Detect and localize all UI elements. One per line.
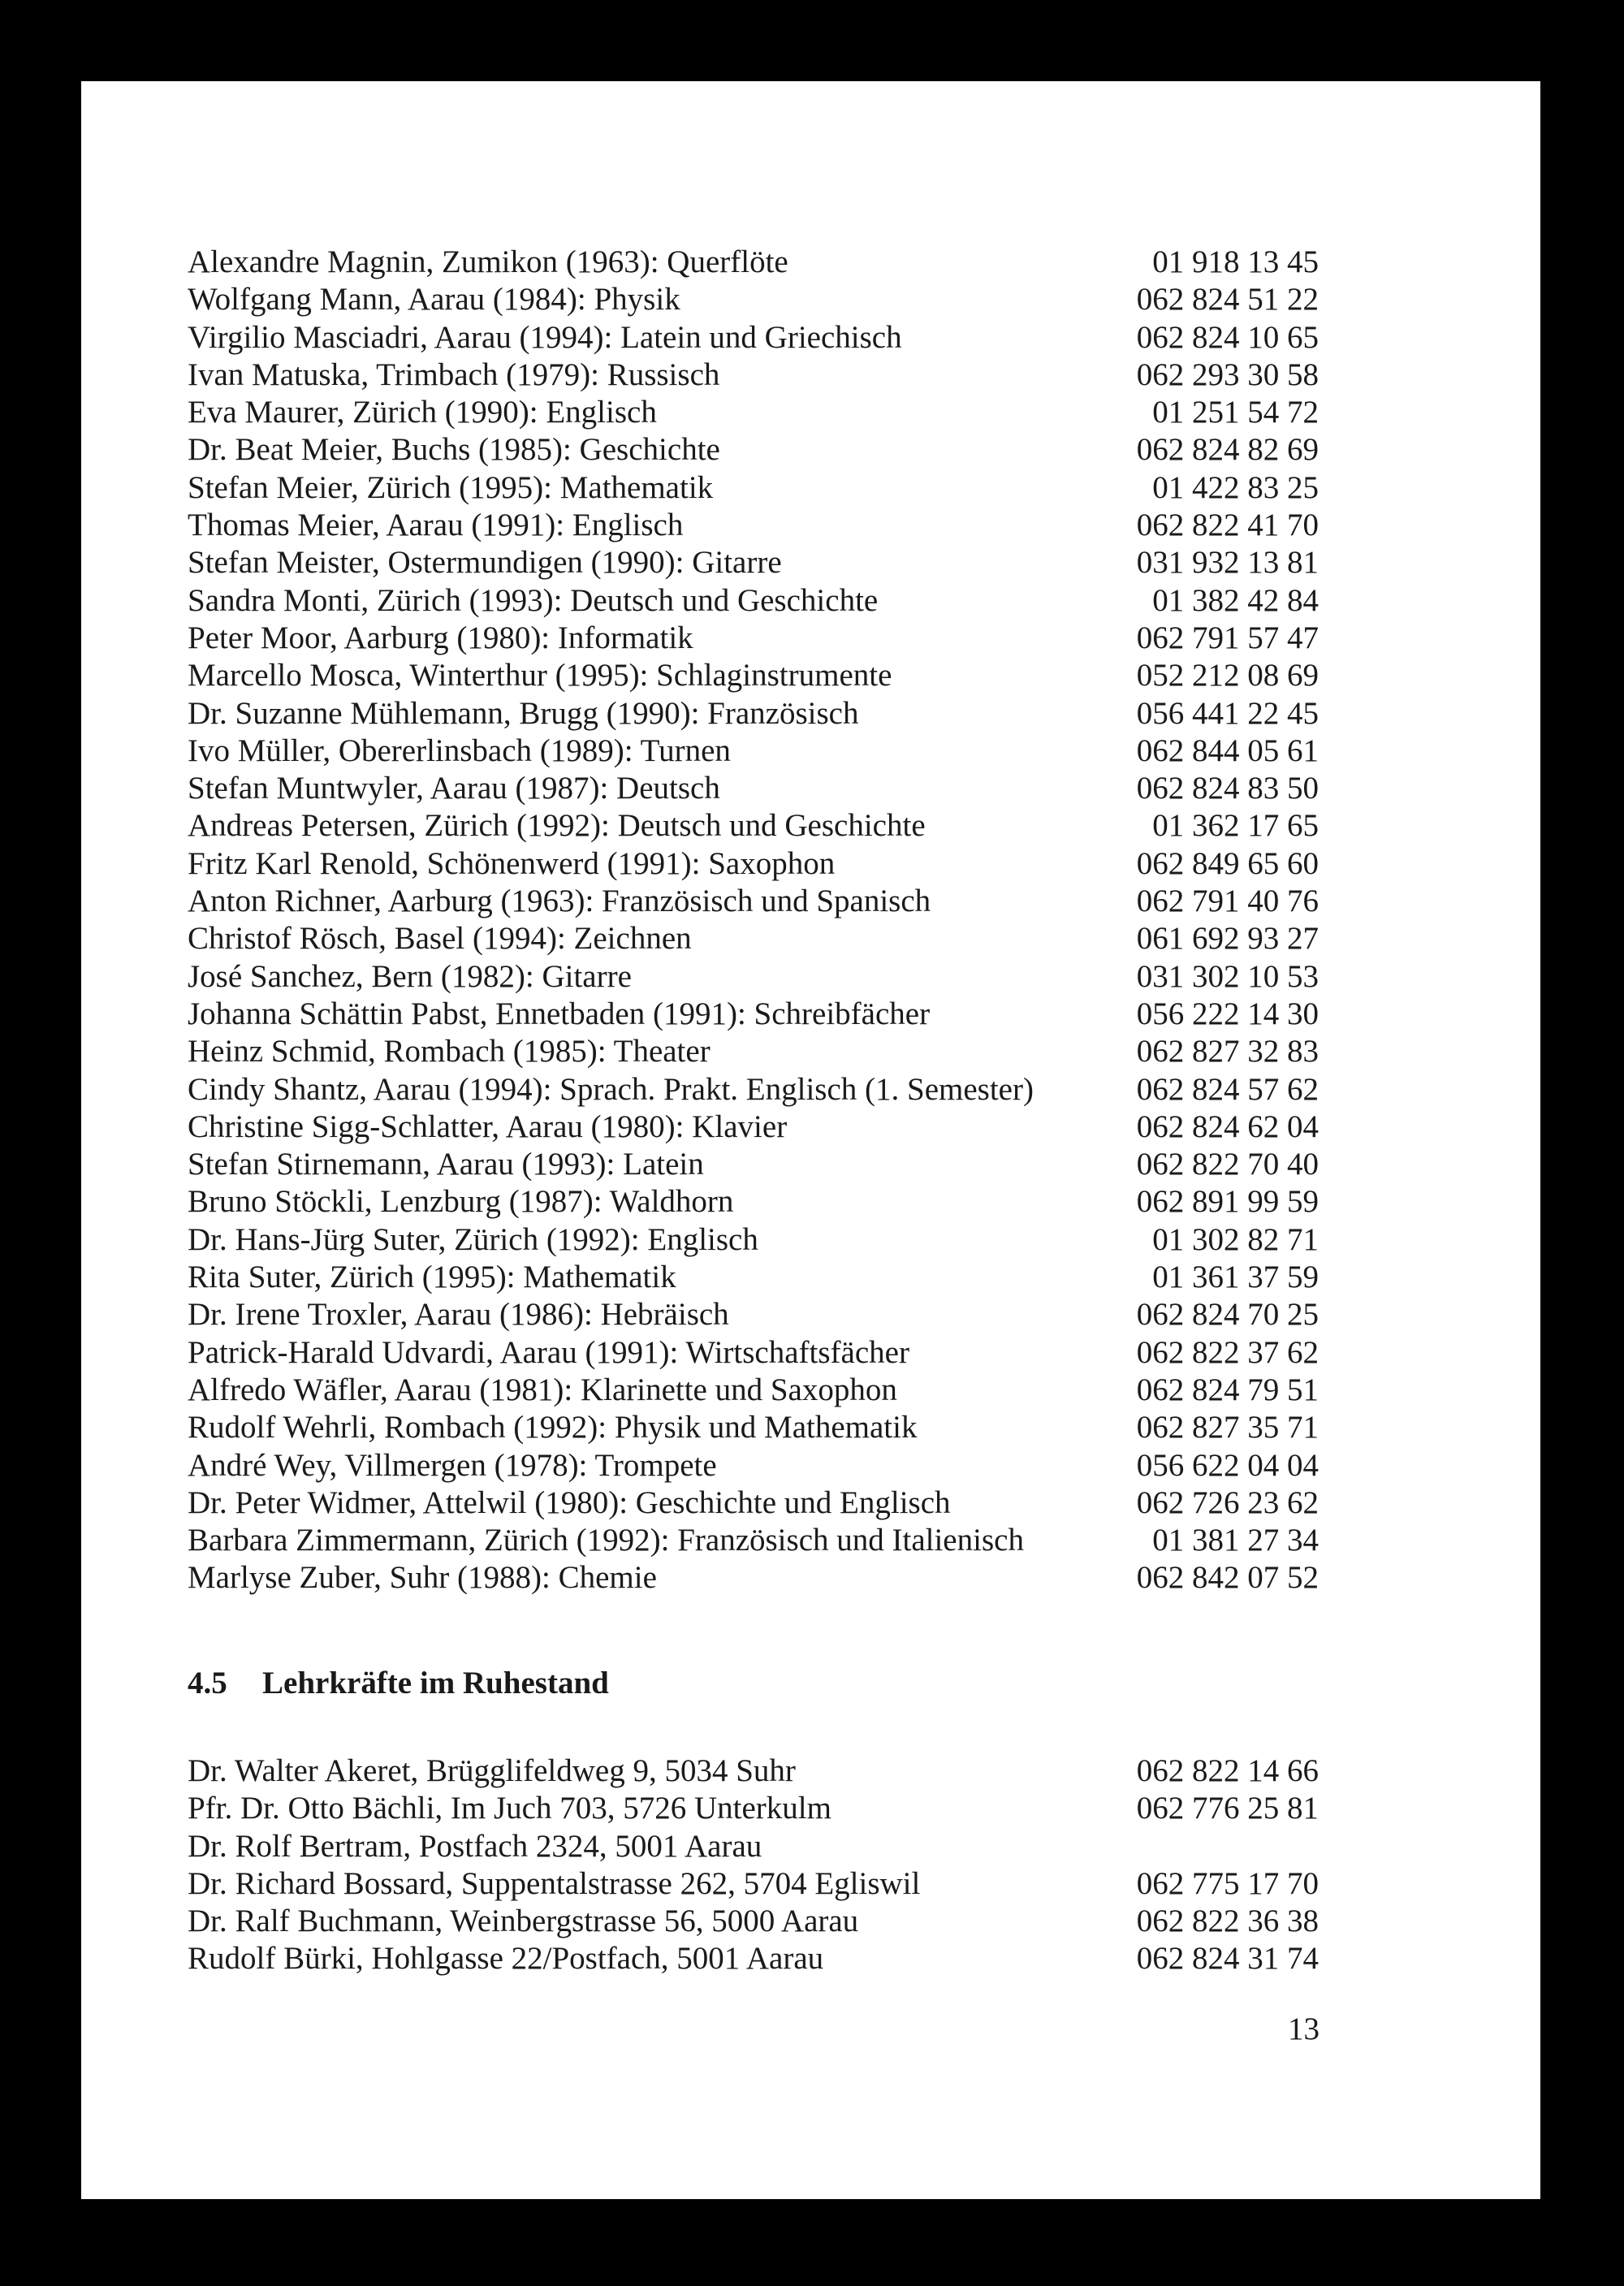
entry-name: Dr. Irene Troxler, Aarau (1986): Hebräisch <box>188 1297 729 1333</box>
list-item <box>188 1409 1319 1446</box>
list-item <box>188 1484 1319 1522</box>
entry-phone: 062 776 25 81 <box>1136 1791 1319 1826</box>
list-item <box>188 1108 1319 1146</box>
list-item <box>188 657 1319 694</box>
section-title: Lehrkräfte im Ruhestand <box>262 1666 609 1700</box>
entry-phone: 062 824 31 74 <box>1136 1941 1319 1977</box>
list-item <box>188 1559 1319 1597</box>
list-item <box>188 1334 1319 1372</box>
entry-name: Ivan Matuska, Trimbach (1979): Russisch <box>188 357 720 392</box>
entry-name: Anton Richner, Aarburg (1963): Französisch und Spanisch <box>188 884 931 919</box>
entry-name: Rudolf Wehrli, Rombach (1992): Physik und Mathematik <box>188 1410 918 1445</box>
entry-name: Marlyse Zuber, Suhr (1988): Chemie <box>188 1560 657 1596</box>
list-item <box>188 507 1319 544</box>
entry-name: Christine Sigg-Schlatter, Aarau (1980): Klavier <box>188 1108 788 1144</box>
list-item <box>188 845 1319 883</box>
list-item <box>188 394 1319 431</box>
entry-phone: 056 622 04 04 <box>1136 1447 1319 1483</box>
entry-phone: 062 824 79 51 <box>1136 1372 1319 1407</box>
list-item <box>188 281 1319 318</box>
entry-name: Stefan Muntwyler, Aarau (1987): Deutsch <box>188 771 720 806</box>
list-item <box>188 1447 1319 1484</box>
entry-phone: 062 849 65 60 <box>1136 845 1319 881</box>
entry-phone: 01 422 83 25 <box>1152 469 1319 505</box>
entry-name: Rita Suter, Zürich (1995): Mathematik <box>188 1260 676 1295</box>
entry-name: André Wey, Villmergen (1978): Trompete <box>188 1447 717 1483</box>
entry-name: Peter Moor, Aarburg (1980): Informatik <box>188 620 693 655</box>
entry-phone: 062 822 37 62 <box>1136 1334 1319 1370</box>
entry-phone: 062 842 07 52 <box>1136 1560 1319 1596</box>
entry-name: Dr. Walter Akeret, Brügglifeldweg 9, 5034 Suhr <box>188 1753 796 1788</box>
entry-name: Andreas Petersen, Zürich (1992): Deutsch und Geschichte <box>188 808 926 844</box>
entry-phone: 062 824 10 65 <box>1136 319 1319 355</box>
entry-phone: 062 726 23 62 <box>1136 1484 1319 1520</box>
entry-phone: 062 822 36 38 <box>1136 1904 1319 1939</box>
entry-phone: 062 844 05 61 <box>1136 732 1319 768</box>
list-item <box>188 620 1319 657</box>
entry-name: Thomas Meier, Aarau (1991): Englisch <box>188 508 684 543</box>
entry-phone: 062 824 82 69 <box>1136 432 1319 468</box>
entry-name: Eva Maurer, Zürich (1990): Englisch <box>188 395 657 430</box>
entry-name: Johanna Schättin Pabst, Ennetbaden (1991): Schreibfächer <box>188 996 931 1031</box>
entry-name: Dr. Richard Bossard, Suppentalstrasse 262, 5704 Egliswil <box>188 1865 921 1901</box>
entry-name: Dr. Hans-Jürg Suter, Zürich (1992): Englisch <box>188 1221 758 1257</box>
list-item <box>188 1522 1319 1559</box>
entry-phone: 062 824 62 04 <box>1136 1108 1319 1144</box>
entry-name: Fritz Karl Renold, Schönenwerd (1991): Saxophon <box>188 845 836 881</box>
entry-phone: 062 822 14 66 <box>1136 1753 1319 1788</box>
entry-phone: 031 932 13 81 <box>1136 545 1319 581</box>
entry-name: Heinz Schmid, Rombach (1985): Theater <box>188 1034 710 1070</box>
list-item <box>188 1221 1319 1259</box>
entry-name: Christof Rösch, Basel (1994): Zeichnen <box>188 921 692 957</box>
entry-phone: 062 824 51 22 <box>1136 282 1319 318</box>
list-item <box>188 582 1319 620</box>
entry-name: Stefan Meister, Ostermundigen (1990): Gitarre <box>188 545 782 581</box>
entry-name: Alfredo Wäfler, Aarau (1981): Klarinette und Saxophon <box>188 1372 897 1407</box>
section-heading <box>188 1665 609 1702</box>
list-item <box>188 431 1319 469</box>
list-item <box>188 1372 1319 1409</box>
page-number: 13 <box>1288 2012 1320 2046</box>
entry-name: Stefan Meier, Zürich (1995): Mathematik <box>188 469 714 505</box>
entry-name: Ivo Müller, Obererlinsbach (1989): Turnen <box>188 732 731 768</box>
entry-name: Barbara Zimmermann, Zürich (1992): Französisch und Italienisch <box>188 1523 1024 1558</box>
list-item <box>188 732 1319 770</box>
list-item <box>188 244 1319 281</box>
entry-name: Dr. Rolf Bertram, Postfach 2324, 5001 Aarau <box>188 1828 762 1864</box>
entry-phone: 062 891 99 59 <box>1136 1184 1319 1220</box>
list-item <box>188 1183 1319 1221</box>
entry-phone: 031 302 10 53 <box>1136 958 1319 994</box>
entry-name: Patrick-Harald Udvardi, Aarau (1991): Wirtschaftsfächer <box>188 1334 909 1370</box>
entry-phone: 062 822 41 70 <box>1136 508 1319 543</box>
list-item <box>188 469 1319 507</box>
entry-phone: 01 362 17 65 <box>1152 808 1319 844</box>
list-item <box>188 544 1319 581</box>
retired-list <box>188 1752 1319 1978</box>
list-item <box>188 1146 1319 1183</box>
entry-phone: 062 824 57 62 <box>1136 1071 1319 1107</box>
list-item <box>188 1828 1319 1865</box>
entry-phone: 062 791 57 47 <box>1136 620 1319 655</box>
list-item <box>188 1296 1319 1333</box>
entry-phone: 01 381 27 34 <box>1152 1523 1319 1558</box>
entry-name: Virgilio Masciadri, Aarau (1994): Latein und Griechisch <box>188 319 902 355</box>
entry-phone: 01 361 37 59 <box>1152 1260 1319 1295</box>
entry-name: Dr. Peter Widmer, Attelwil (1980): Geschichte und Englisch <box>188 1484 951 1520</box>
entry-name: José Sanchez, Bern (1982): Gitarre <box>188 958 632 994</box>
list-item <box>188 1865 1319 1903</box>
entry-name: Dr. Beat Meier, Buchs (1985): Geschichte <box>188 432 720 468</box>
list-item <box>188 996 1319 1033</box>
entry-phone: 062 824 70 25 <box>1136 1297 1319 1333</box>
entry-phone: 01 382 42 84 <box>1152 582 1319 618</box>
document-page <box>81 81 1540 2199</box>
entry-phone: 062 293 30 58 <box>1136 357 1319 392</box>
teacher-list <box>188 244 1319 1597</box>
list-item <box>188 1033 1319 1070</box>
entry-name: Dr. Suzanne Mühlemann, Brugg (1990): Französisch <box>188 695 859 731</box>
entry-name: Stefan Stirnemann, Aarau (1993): Latein <box>188 1147 704 1182</box>
list-item <box>188 807 1319 845</box>
entry-name: Marcello Mosca, Winterthur (1995): Schlaginstrumente <box>188 658 892 694</box>
entry-name: Alexandre Magnin, Zumikon (1963): Querflöte <box>188 244 788 279</box>
list-item <box>188 770 1319 807</box>
list-item <box>188 1071 1319 1108</box>
section-number: 4.5 <box>188 1666 227 1700</box>
list-item <box>188 958 1319 996</box>
list-item <box>188 1259 1319 1296</box>
entry-phone: 062 822 70 40 <box>1136 1147 1319 1182</box>
entry-name: Sandra Monti, Zürich (1993): Deutsch und Geschichte <box>188 582 879 618</box>
entry-name: Dr. Ralf Buchmann, Weinbergstrasse 56, 5000 Aarau <box>188 1904 859 1939</box>
entry-phone: 056 222 14 30 <box>1136 996 1319 1031</box>
entry-phone: 052 212 08 69 <box>1136 658 1319 694</box>
entry-name: Cindy Shantz, Aarau (1994): Sprach. Prakt. Englisch (1. Semester) <box>188 1071 1034 1107</box>
entry-phone: 062 827 32 83 <box>1136 1034 1319 1070</box>
list-item <box>188 1903 1319 1940</box>
entry-phone: 061 692 93 27 <box>1136 921 1319 957</box>
entry-phone: 01 302 82 71 <box>1152 1221 1319 1257</box>
list-item <box>188 1940 1319 1977</box>
entry-phone: 062 824 83 50 <box>1136 771 1319 806</box>
entry-phone: 062 775 17 70 <box>1136 1865 1319 1901</box>
entry-name: Wolfgang Mann, Aarau (1984): Physik <box>188 282 680 318</box>
list-item <box>188 1790 1319 1827</box>
list-item <box>188 695 1319 732</box>
entry-phone: 056 441 22 45 <box>1136 695 1319 731</box>
list-item <box>188 357 1319 394</box>
entry-name: Pfr. Dr. Otto Bächli, Im Juch 703, 5726 Unterkulm <box>188 1791 831 1826</box>
entry-phone: 062 827 35 71 <box>1136 1410 1319 1445</box>
list-item <box>188 1752 1319 1790</box>
entry-name: Bruno Stöckli, Lenzburg (1987): Waldhorn <box>188 1184 734 1220</box>
list-item <box>188 883 1319 920</box>
list-item <box>188 920 1319 957</box>
list-item <box>188 319 1319 357</box>
entry-phone: 01 251 54 72 <box>1152 395 1319 430</box>
entry-phone: 01 918 13 45 <box>1152 244 1319 279</box>
entry-phone: 062 791 40 76 <box>1136 884 1319 919</box>
entry-name: Rudolf Bürki, Hohlgasse 22/Postfach, 5001 Aarau <box>188 1941 824 1977</box>
